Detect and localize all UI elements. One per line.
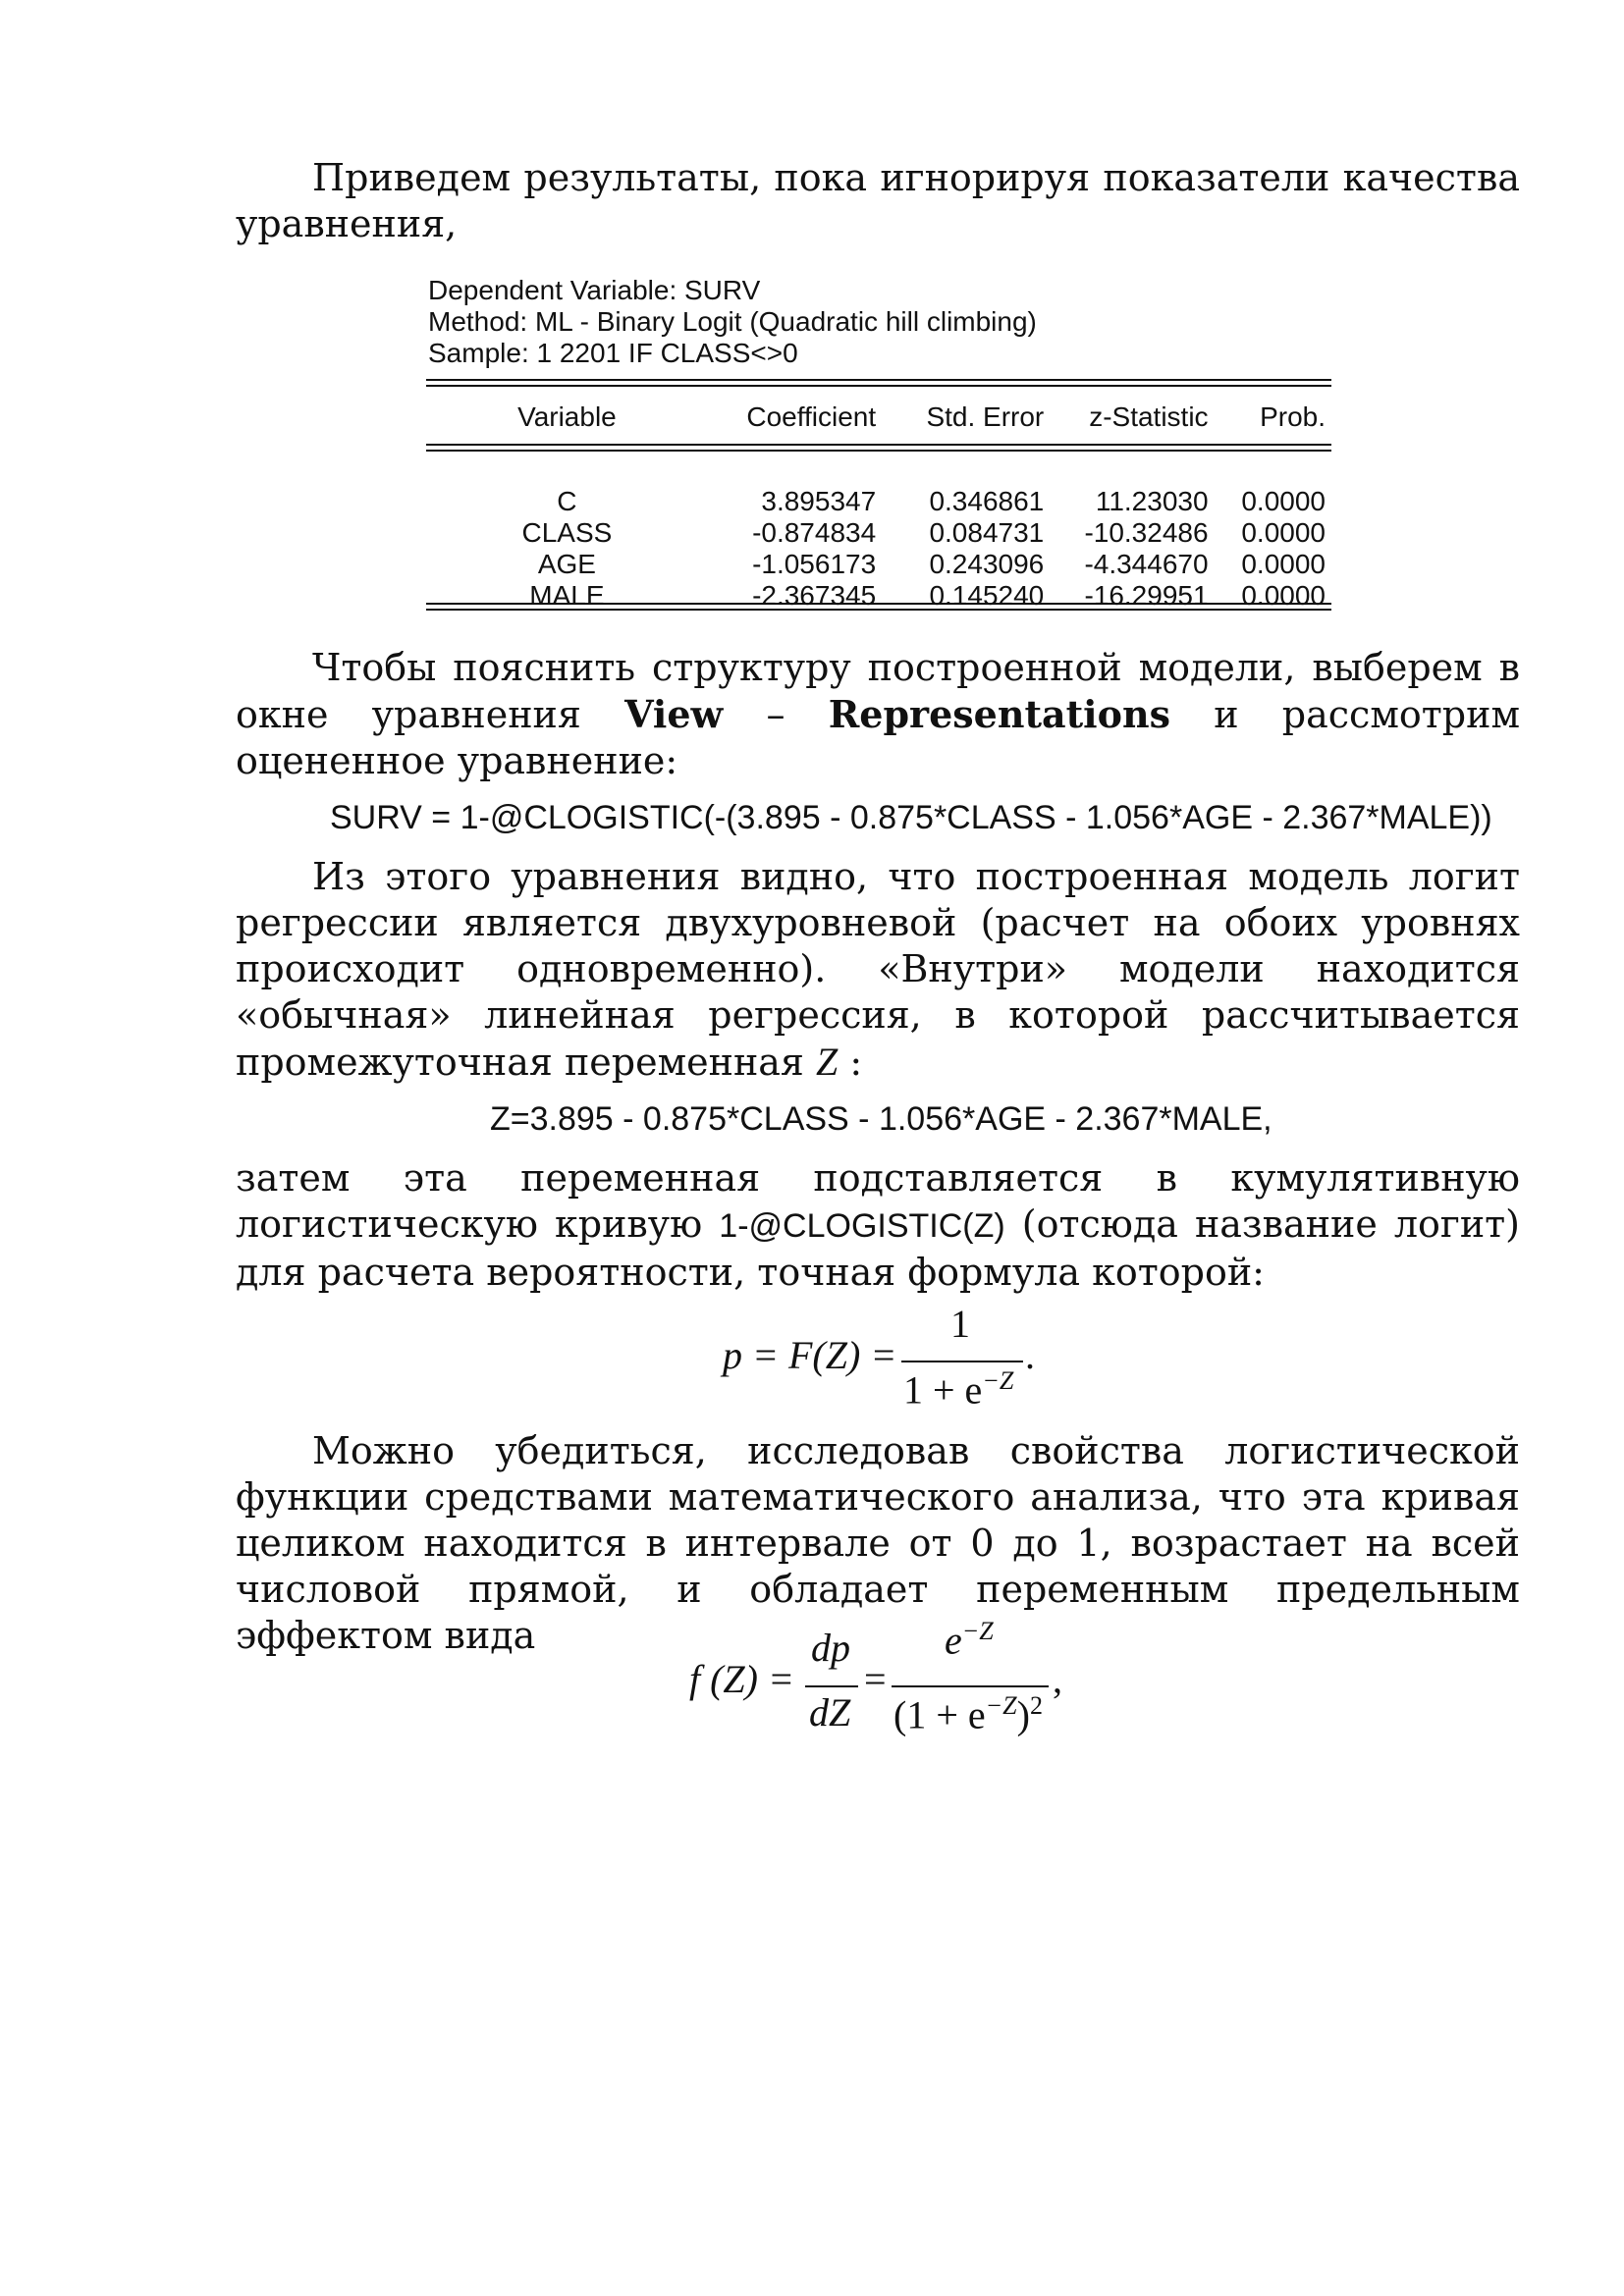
cell-prob: 0.0000: [1241, 580, 1326, 611]
menu-representations: Representations: [828, 692, 1170, 736]
menu-view: View: [624, 692, 724, 736]
paragraph-intro: [236, 155, 1520, 247]
col-variable: Variable: [517, 401, 617, 432]
col-coefficient: Coefficient: [746, 401, 877, 432]
cell-coefficient: -2.367345: [752, 580, 877, 611]
cell-z-statistic: 11.23030: [1095, 486, 1209, 516]
formula2-equals: =: [864, 1657, 887, 1701]
cell-prob: 0.0000: [1241, 486, 1326, 516]
paragraph-intro-text: Приведем результаты, пока игнорируя показатели качества уравнения,: [236, 156, 1520, 245]
formula2-num-exponent: −Z: [961, 1617, 994, 1645]
table-header-row: [426, 384, 1331, 451]
sample: Sample: 1 2201 IF CLASS<>0: [428, 338, 798, 368]
dependent-variable: Dependent Variable: SURV: [428, 275, 761, 305]
formula1-den-base: 1 + e: [903, 1367, 983, 1413]
table-row: [426, 486, 1331, 517]
cell-std-error: 0.084731: [929, 517, 1045, 548]
formula1-numerator: 1: [950, 1302, 970, 1346]
formula2-comma: ,: [1053, 1657, 1062, 1701]
p4-code: 1-@CLOGISTIC(Z): [719, 1207, 1005, 1245]
cell-coefficient: -1.056173: [752, 549, 877, 579]
cell-coefficient: 3.895347: [761, 486, 877, 516]
p2-text-after: и рассмотрим оцененное уравнение:: [236, 693, 1520, 782]
cell-variable: C: [557, 486, 577, 516]
p4-text-before: затем эта переменная подставляется в кумулятивную логистическую кривую: [236, 1156, 1520, 1246]
surv-equation: SURV = 1-@CLOGISTIC(-(3.895 - 0.875*CLASS - 1.056*AGE - 2.367*MALE)): [330, 799, 1492, 836]
formula2-frac1-bar: [805, 1685, 858, 1687]
cell-variable: CLASS: [521, 517, 613, 548]
formula2-den-close: ): [1016, 1692, 1030, 1737]
method: Method: ML - Binary Logit (Quadratic hill climbing): [428, 306, 1037, 337]
formula1-fraction-bar: [901, 1361, 1023, 1362]
formula2-frac2-bar: [892, 1685, 1049, 1687]
cell-std-error: 0.145240: [929, 580, 1045, 611]
p3-variable-z: Z: [816, 1040, 839, 1084]
p5-text: Можно убедиться, исследовав свойства логистической функции средствами математического анализа, что эта кривая целиком находится в интервале от 0 до 1, возрастает на всей числовой прямой, и обладает переменным предельным эффектом вида: [236, 1429, 1520, 1657]
col-z-statistic: z-Statistic: [1089, 401, 1209, 432]
cell-std-error: 0.346861: [929, 486, 1045, 516]
p4-text-after: (отсюда название логит) для расчета вероятности, точная формула которой:: [236, 1202, 1520, 1294]
regression-header: [428, 275, 1037, 369]
cell-prob: 0.0000: [1241, 517, 1326, 548]
paragraph-view-representations: [236, 645, 1520, 784]
cell-variable: AGE: [537, 549, 596, 579]
table-row: [426, 580, 1331, 612]
formula2-den-power: 2: [1029, 1691, 1043, 1720]
paragraph-two-level-model: [236, 854, 1520, 1086]
formula2-lhs: f (Z) =: [689, 1657, 794, 1701]
formula1-period: .: [1025, 1333, 1035, 1377]
cell-z-statistic: -16.29951: [1084, 580, 1209, 611]
cell-variable: MALE: [529, 580, 605, 611]
cell-prob: 0.0000: [1241, 549, 1326, 579]
formula1-den-exponent: −Z: [982, 1366, 1014, 1395]
p3-text: Из этого уравнения видно, что построенная модель логит регрессии является двухуровневой (расчет на обоих уровнях происходит одновременно). «Внутри» модели находится «обычная» линейная регрессия, в которой рассчитывается промежуточная переменная: [236, 855, 1520, 1084]
cell-z-statistic: -10.32486: [1084, 517, 1209, 548]
z-equation: Z=3.895 - 0.875*CLASS - 1.056*AGE - 2.367*MALE,: [490, 1100, 1272, 1138]
formula1-lhs: p = F(Z) =: [723, 1333, 897, 1377]
p2-text-before: Чтобы пояснить структуру построенной модели, выберем в окне уравнения: [236, 646, 1520, 736]
col-prob: Prob.: [1260, 401, 1326, 432]
p3-end: :: [838, 1041, 863, 1084]
cell-std-error: 0.243096: [929, 549, 1045, 579]
formula2-frac1-den: dZ: [809, 1690, 851, 1735]
formula2-frac1-num: dp: [811, 1626, 850, 1670]
formula2-num-base: e: [945, 1618, 962, 1663]
table-row: [426, 549, 1331, 580]
p2-dash: –: [723, 693, 829, 736]
table-rule-top-1: [426, 379, 1331, 381]
cell-z-statistic: -4.344670: [1084, 549, 1209, 579]
formula2-den-open: (1 + e: [893, 1692, 986, 1737]
cell-coefficient: -0.874834: [752, 517, 877, 548]
formula2-den-exponent: −Z: [985, 1691, 1017, 1720]
formula2-frac2-den: [893, 1691, 1043, 1737]
formula2-frac2-num: [945, 1617, 994, 1663]
regression-table: [426, 384, 1331, 612]
formula1-denominator: [903, 1366, 1013, 1413]
paragraph-properties: [236, 1428, 1520, 1659]
paragraph-cumulative-logistic: [236, 1155, 1520, 1296]
col-std-error: Std. Error: [926, 401, 1045, 432]
table-row: [426, 517, 1331, 549]
